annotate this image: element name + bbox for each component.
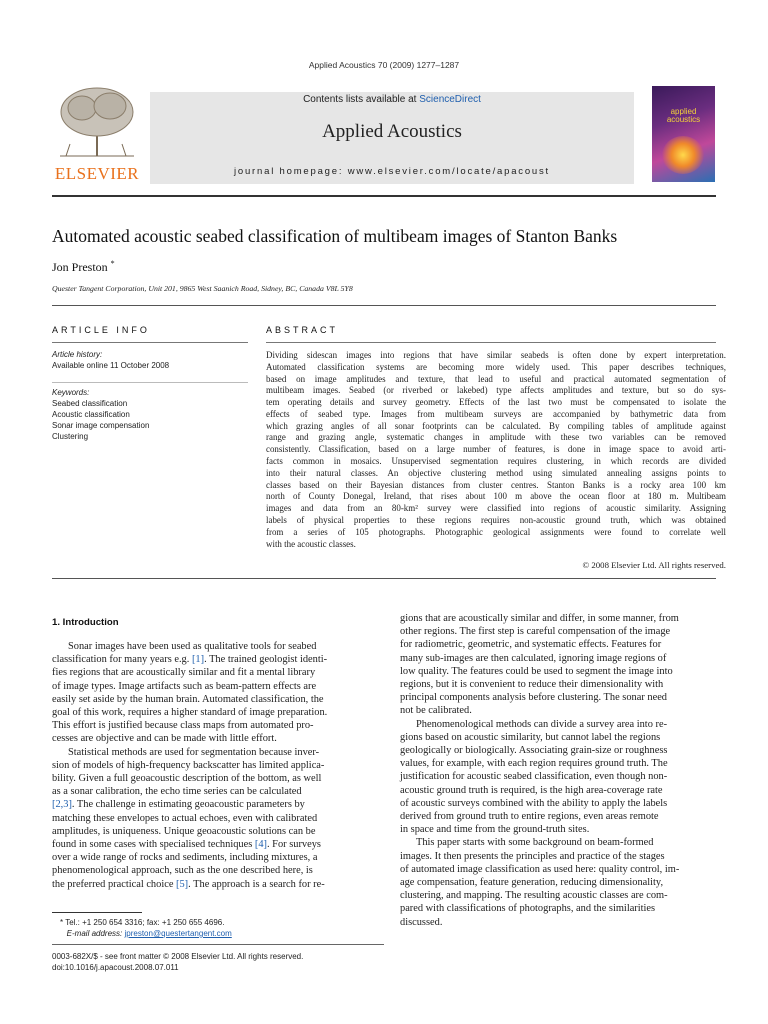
text-line: easily set aside by the human brain. Automated classification, the	[52, 693, 324, 705]
text-line: consistently. Classification, based on a large number of features, is done in image space to avoid arti-	[266, 444, 726, 455]
cover-title: applied acoustics	[666, 107, 701, 124]
text-line: derived from ground truth to entire regions, even areas remote	[400, 811, 659, 823]
text-line: geologically or biologically. Associating grain-size or roughness	[400, 745, 668, 757]
text-line: low quality. The features could be used to segment the image into	[400, 665, 673, 677]
article-info-rule	[52, 342, 248, 343]
body-column-left	[52, 640, 384, 891]
keywords-rule	[52, 382, 248, 383]
abstract-heading: ABSTRACT	[266, 325, 339, 335]
text-line: acoustic ground truth is required, is the high area-coverage rate	[400, 784, 663, 796]
text-line: in space and time from the ground-truth sites.	[400, 824, 590, 836]
keyword-item: Sonar image compensation	[52, 421, 150, 430]
doi-line: doi:10.1016/j.apacoust.2008.07.011	[52, 963, 179, 972]
cover-graphic	[662, 136, 704, 174]
text-line: which grazing angles of all sonar footprints can be calculated. By compiling tables of amplitude against	[266, 420, 726, 431]
journal-citation: Applied Acoustics 70 (2009) 1277–1287	[308, 60, 460, 70]
elsevier-logo[interactable]	[52, 84, 142, 182]
text-line: Automated classification systems are becoming more widely used. This paper describes techniques,	[266, 361, 726, 372]
text-line: fies regions that are acoustically similar and fit a mental library	[52, 667, 316, 679]
text-line: Sonar images have been used as qualitative tools for seabed	[68, 641, 317, 652]
reference-link[interactable]: [1]	[191, 654, 205, 666]
text-line: north of County Donegal, Ireland, that rises about 100 m above the ocean floor at 180 m. Multibeam	[266, 491, 726, 502]
text-line: of acoustic surveys combined with the ability to apply the labels	[400, 797, 668, 809]
keywords-block	[52, 387, 248, 442]
text-line: many sub-images are then calculated, ignoring image regions of	[400, 652, 667, 664]
text-line: labels of physical properties to these regions requires non-acoustic ground truth, which was obtained	[266, 514, 726, 525]
text-line: goal of this work, requires a higher standard of image preparation.	[52, 707, 328, 719]
text-line: based on image amplitudes and texture, that lead to useful and practical automated segmentation of	[266, 373, 726, 384]
text-line: into their natural classes. An objective clustering method using simulated annealing assigns points to	[266, 467, 726, 478]
text-line: as a sonar calibration, the echo time series can be calculated	[52, 786, 302, 798]
text-line: pared with classifications of photographs, and the similarities	[400, 903, 656, 915]
text-line: Dividing sidescan images into regions that have similar seabeds is often done by expert interpretation.	[266, 350, 726, 360]
footnote-phone: * Tel.: +1 250 654 3316; fax: +1 250 655 4696.	[60, 918, 225, 927]
text-line: This effort is justified because class maps from automated pro-	[52, 720, 314, 732]
text-line: not be calibrated.	[400, 705, 472, 717]
abstract-bottom-rule	[52, 578, 716, 579]
text-line: discussed.	[400, 916, 443, 928]
text-line: from a series of 105 photographs. Photographic geological assignments were found to correlate well	[266, 526, 726, 537]
text-line: classification for many years e.g. [1]. The trained geologist identi-	[52, 654, 328, 666]
text-line: found in some cases with specialised techniques [4]. For surveys	[52, 839, 321, 851]
history-label: Article history:	[52, 350, 103, 359]
text-line: effects of seabed type. Images from multibeam surveys are accompanied by bathymetric data from	[266, 408, 726, 419]
abstract-rule	[266, 342, 716, 343]
text-line: classes based on their Bayesian distances from cluster centres. Stanton Banks is a rocky area 100 km	[266, 479, 726, 490]
text-line: gions that are acoustically similar and differ, in some manner, from	[400, 613, 679, 624]
header-rule	[52, 195, 716, 197]
elsevier-wordmark: ELSEVIER	[54, 164, 140, 183]
text-line: images. It then presents the principles and practice of the stages	[400, 850, 665, 862]
text-line: Statistical methods are used for segmentation because inver-	[68, 746, 320, 758]
reference-link[interactable]: [5]	[176, 878, 189, 890]
text-line: values, for example, with each region requires ground truth. The	[400, 758, 668, 770]
text-line: of image types. Image artifacts such as beam-pattern effects are	[52, 680, 317, 692]
text-line: age compensation, feature generation, reducing dimensionality,	[400, 877, 664, 889]
text-line: matching these envelopes to actual echoes, even with calibrated	[52, 812, 318, 824]
sciencedirect-link[interactable]: ScienceDirect	[419, 94, 481, 105]
article-title: Automated acoustic seabed classification of multibeam images of Stanton Banks	[52, 226, 618, 246]
history-value: Available online 11 October 2008	[52, 361, 170, 370]
text-line: sion of models of high-frequency backscatter has limited applica-	[52, 759, 325, 771]
tree-logo-icon	[52, 84, 142, 158]
body-column-right	[400, 612, 726, 929]
article-info-heading: ARTICLE INFO	[52, 325, 150, 335]
footnote-rule	[52, 912, 142, 913]
author-footnote-mark[interactable]: *	[110, 259, 115, 268]
text-line: over a wide range of rocks and sediments, including mixtures, a	[52, 852, 318, 864]
journal-title[interactable]: Applied Acoustics	[322, 121, 462, 142]
author-name: Jon Preston *	[52, 259, 115, 274]
text-line: cesses are objective and can be made with little effort.	[52, 733, 277, 745]
text-line: phenomenological approach, such as the one described here, is	[52, 865, 313, 877]
text-line: images and data from an 80-km² survey were classified into regions of acoustic similarity. Assigning	[266, 503, 726, 514]
author-footnote	[60, 917, 232, 939]
footnote-email: E-mail address: jpreston@questertangent.com	[66, 929, 232, 938]
text-line: [2,3]. The challenge in estimating geoacoustic parameters by	[52, 799, 305, 811]
text-line: with the acoustic classes.	[266, 538, 356, 549]
keywords-label: Keywords:	[52, 388, 90, 397]
author-affiliation: Quester Tangent Corporation, Unit 201, 9865 West Saanich Road, Sidney, BC, Canada V8L 5Y8	[52, 284, 353, 293]
text-line: for radiometric, geometric, and systematic effects. Features for	[400, 639, 662, 651]
text-line: facts common in mosaics. Unsupervised segmentation requires clustering, in which records are divided	[266, 456, 726, 467]
issn-doi-block	[52, 951, 303, 973]
keyword-item: Clustering	[52, 432, 89, 441]
text-line: This paper starts with some background on beam-formed	[416, 837, 654, 849]
text-line: other regions. The first step is careful compensation of the image	[400, 626, 671, 638]
journal-cover-thumbnail[interactable]	[652, 86, 715, 182]
abstract-body	[266, 350, 726, 550]
keyword-item: Acoustic classification	[52, 410, 130, 419]
abstract-copyright: © 2008 Elsevier Ltd. All rights reserved.	[582, 560, 726, 570]
text-line: gions based on acoustic similarity, but cannot label the regions	[400, 731, 661, 743]
text-line: justification for acoustic seabed classification, even though non-	[400, 771, 668, 783]
text-line: the preferred practical choice [5]. The approach is a search for re-	[52, 878, 325, 890]
contents-prefix: Contents lists available at	[303, 94, 420, 105]
keyword-item: Seabed classification	[52, 399, 128, 408]
issn-rule	[52, 944, 384, 945]
text-line: principal components analysis before clustering. The sonar need	[400, 692, 667, 704]
reference-link[interactable]: [4]	[254, 839, 267, 851]
text-line: regions, but it is convenient to reduce their dimensionality with	[400, 679, 664, 691]
section-title-introduction: 1. Introduction	[52, 617, 119, 628]
text-line: range and grazing angle, systematic changes in amplitude with these two variables can be removed	[266, 432, 726, 443]
text-line: bility. Given a full geoacoustic description of the bottom, as well	[52, 773, 322, 785]
reference-link[interactable]: [2,3]	[52, 799, 72, 811]
text-line: Phenomenological methods can divide a survey area into re-	[416, 718, 668, 730]
text-line: multibeam images. Seabed (or riverbed or lakebed) type affects amplitudes and texture, but so do sys-	[266, 385, 726, 396]
title-rule	[52, 305, 716, 306]
text-line: tem operating details and survey geometry. Effects of the last two must be compensated to isolate the	[266, 397, 726, 408]
text-line: amplitudes, is uniqueness. Unique geoacoustic solutions can be	[52, 825, 316, 837]
contents-line	[150, 94, 634, 105]
article-history	[52, 349, 248, 371]
text-line: of automated image classification as used here: quality control, im-	[400, 863, 680, 875]
journal-homepage[interactable]: journal homepage: www.elsevier.com/locate/apacoust	[233, 166, 550, 177]
author-email-link[interactable]: jpreston@questertangent.com	[124, 929, 232, 938]
text-line: clustering, and mapping. The resulting acoustic classes are com-	[400, 890, 668, 902]
issn-line: 0003-682X/$ - see front matter © 2008 Elsevier Ltd. All rights reserved.	[52, 952, 304, 961]
